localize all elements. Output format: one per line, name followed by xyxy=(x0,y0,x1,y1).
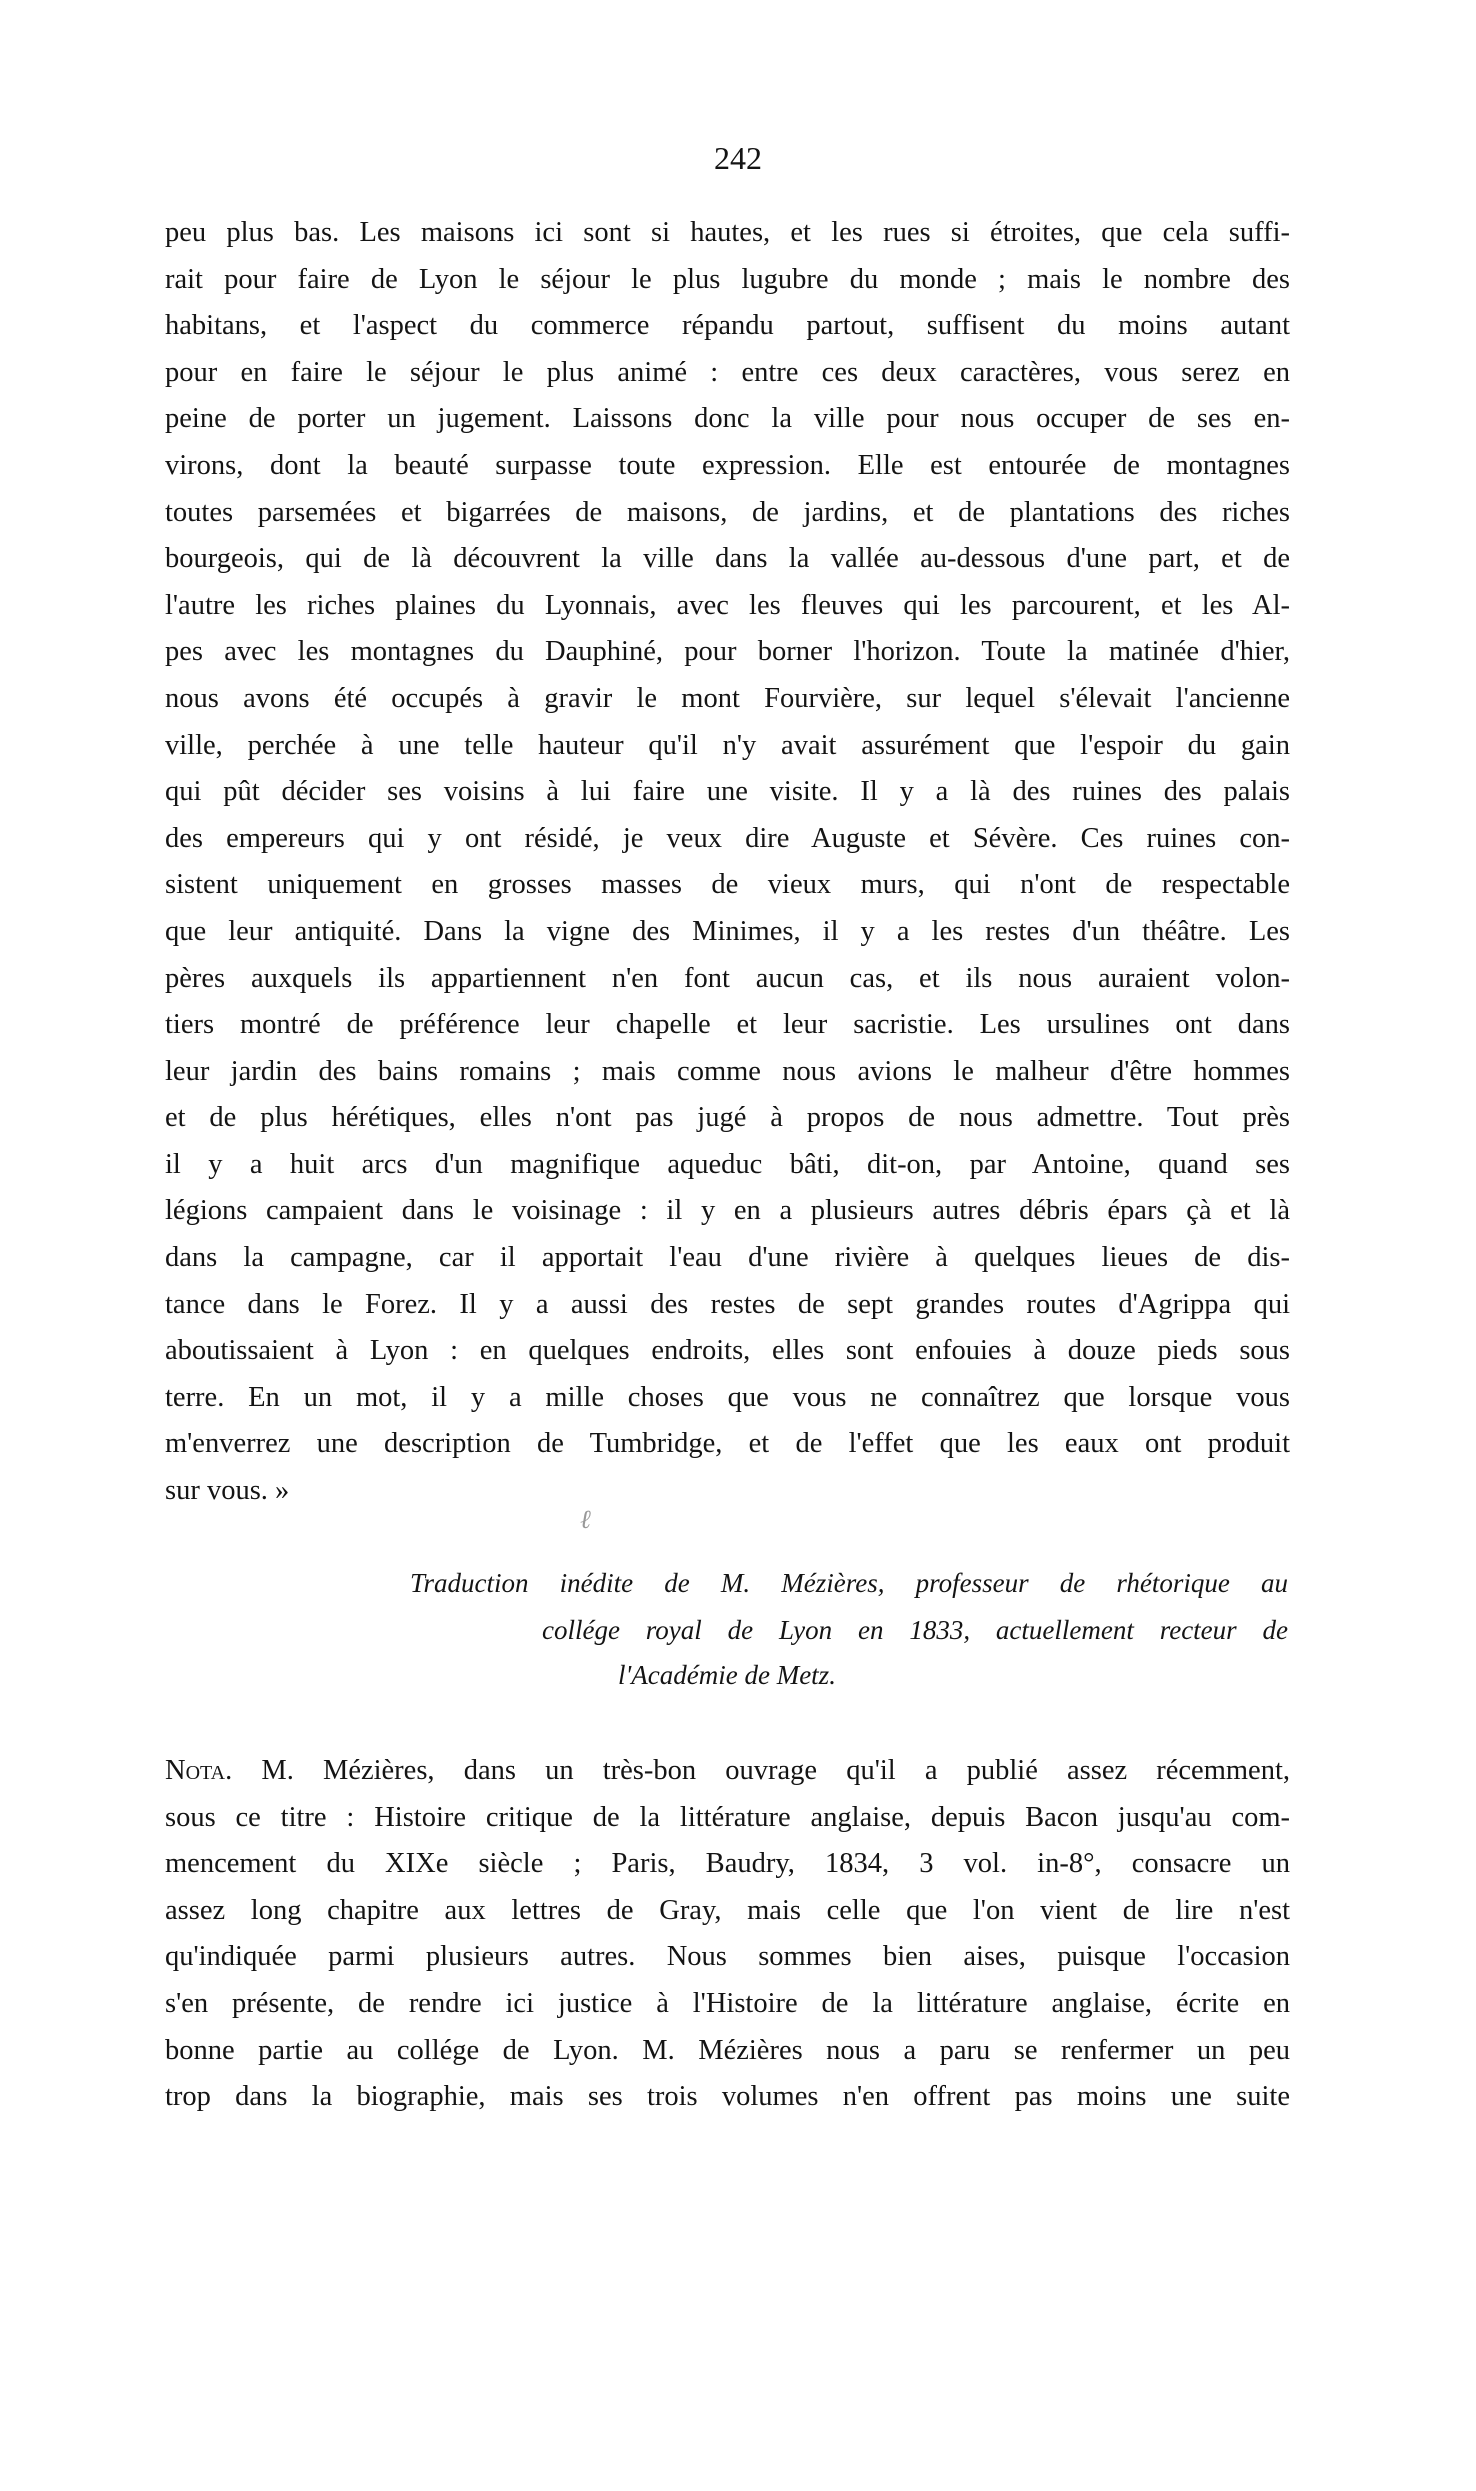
body-line: qui pût décider ses voisins à lui faire une visite. Il y a là des ruines des palais xyxy=(165,776,1290,808)
body-line: que leur antiquité. Dans la vigne des Minimes, il y a les restes d'un théâtre. Les xyxy=(165,915,1290,947)
body-line: terre. En un mot, il y a mille choses que vous ne connaîtrez que lorsque vous xyxy=(165,1381,1290,1413)
nota-line: s'en présente, de rendre ici justice à l'Histoire de la littérature anglaise, écrite en xyxy=(165,1987,1290,2019)
body-line: toutes parsemées et bigarrées de maisons, de jardins, et de plantations des riches xyxy=(165,496,1290,528)
body-line: peu plus bas. Les maisons ici sont si hautes, et les rues si étroites, que cela suffi- xyxy=(165,217,1290,248)
attribution-line-2: collége royal de Lyon en 1833, actuellement recteur de xyxy=(542,1615,1288,1645)
attribution-line-1: Traduction inédite de M. Mézières, professeur de rhétorique au xyxy=(410,1568,1288,1598)
body-line: l'autre les riches plaines du Lyonnais, avec les fleuves qui les parcourent, et les Al- xyxy=(165,589,1290,621)
nota-line: trop dans la biographie, mais ses trois volumes n'en offrent pas moins une suite xyxy=(165,2081,1290,2113)
body-line: tance dans le Forez. Il y a aussi des restes de sept grandes routes d'Agrippa qui xyxy=(165,1288,1290,1320)
body-line: peine de porter un jugement. Laissons donc la ville pour nous occuper de ses en- xyxy=(165,403,1290,435)
body-line: dans la campagne, car il apportait l'eau d'une rivière à quelques lieues de dis- xyxy=(165,1242,1290,1274)
body-line: et de plus hérétiques, elles n'ont pas jugé à propos de nous admettre. Tout près xyxy=(165,1102,1290,1134)
body-line: légions campaient dans le voisinage : il y en a plusieurs autres débris épars çà et là xyxy=(165,1195,1290,1227)
nota-line: bonne partie au collége de Lyon. M. Mézières nous a paru se renfermer un peu xyxy=(165,2034,1290,2066)
nota-line: sous ce titre : Histoire critique de la littérature anglaise, depuis Bacon jusqu'au com- xyxy=(165,1801,1290,1833)
nota-line-text: M. Mézières, dans un très-bon ouvrage qu'il a publié assez récemment, xyxy=(232,1755,1290,1786)
body-line: virons, dont la beauté surpasse toute expression. Elle est entourée de montagnes xyxy=(165,449,1290,481)
body-line: habitans, et l'aspect du commerce répandu partout, suffisent du moins autant xyxy=(165,310,1290,342)
body-text xyxy=(165,210,1290,1515)
body-line: m'enverrez une description de Tumbridge, et de l'effet que les eaux ont produit xyxy=(165,1428,1290,1460)
body-line: bourgeois, qui de là découvrent la ville dans la vallée au-dessous d'une part, et de xyxy=(165,543,1290,575)
nota-line: qu'indiquée parmi plusieurs autres. Nous sommes bien aises, puisque l'occasion xyxy=(165,1941,1290,1973)
nota-line: assez long chapitre aux lettres de Gray, mais celle que l'on vient de lire n'est xyxy=(165,1894,1290,1926)
nota-paragraph xyxy=(165,1748,1290,2121)
attribution-line-3: l'Académie de Metz. xyxy=(618,1660,836,1690)
body-line: pour en faire le séjour le plus animé : entre ces deux caractères, vous serez en xyxy=(165,356,1290,388)
nota-line xyxy=(165,1748,1290,1795)
body-line: leur jardin des bains romains ; mais comme nous avions le malheur d'être hommes xyxy=(165,1055,1290,1087)
body-line: sur vous. » xyxy=(165,1475,290,1507)
stray-mark: ℓ xyxy=(580,1505,591,1534)
nota-line: mencement du XIXe siècle ; Paris, Baudry, 1834, 3 vol. in-8°, consacre un xyxy=(165,1848,1290,1880)
body-line: tiers montré de préférence leur chapelle et leur sacristie. Les ursulines ont dans xyxy=(165,1009,1290,1041)
body-line: des empereurs qui y ont résidé, je veux dire Auguste et Sévère. Ces ruines con- xyxy=(165,822,1290,854)
body-line: pères auxquels ils appartiennent n'en font aucun cas, et ils nous auraient volon- xyxy=(165,962,1290,994)
body-line: ville, perchée à une telle hauteur qu'il n'y avait assurément que l'espoir du gain xyxy=(165,729,1290,761)
body-line: il y a huit arcs d'un magnifique aqueduc bâti, dit-on, par Antoine, quand ses xyxy=(165,1148,1290,1180)
page-number: 242 xyxy=(714,140,762,176)
body-line: aboutissaient à Lyon : en quelques endroits, elles sont enfouies à douze pieds sous xyxy=(165,1335,1290,1367)
nota-label: Nota. xyxy=(165,1755,233,1786)
body-line: nous avons été occupés à gravir le mont Fourvière, sur lequel s'élevait l'ancienne xyxy=(165,682,1290,714)
body-line: rait pour faire de Lyon le séjour le plus lugubre du monde ; mais le nombre des xyxy=(165,263,1290,295)
body-line: pes avec les montagnes du Dauphiné, pour borner l'horizon. Toute la matinée d'hier, xyxy=(165,636,1290,668)
body-line: sistent uniquement en grosses masses de vieux murs, qui n'ont de respectable xyxy=(165,869,1290,901)
